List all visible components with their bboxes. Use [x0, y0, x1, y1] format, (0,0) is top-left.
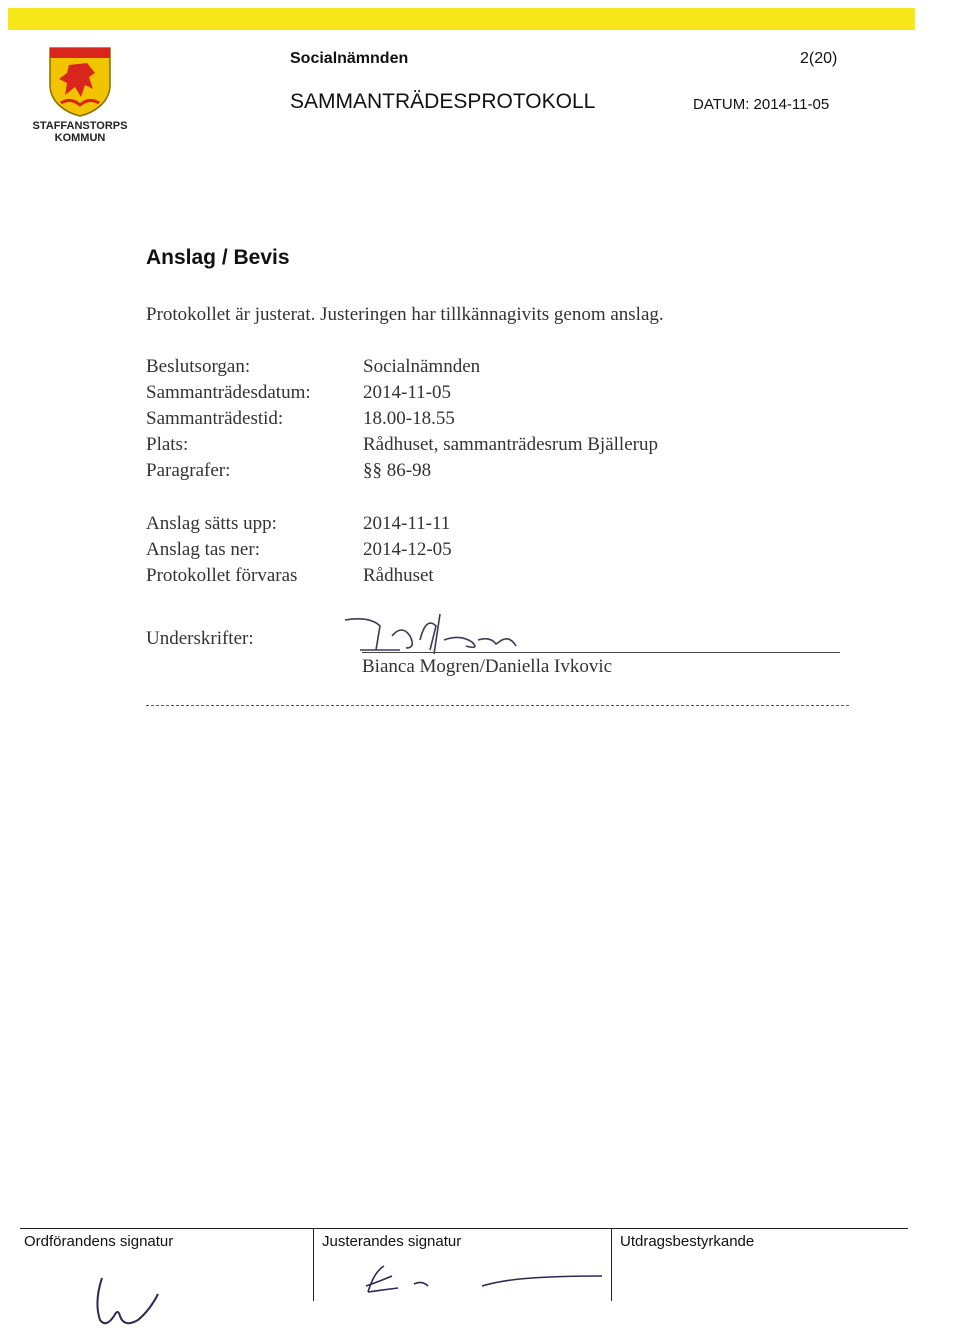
handwritten-signature — [340, 606, 540, 656]
chair-initials — [88, 1272, 168, 1332]
top-color-bar — [8, 8, 915, 30]
posting-value: 2014-11-11 — [363, 513, 451, 534]
detail-label: Beslutsorgan: — [146, 356, 251, 377]
signature-line — [362, 652, 840, 653]
detail-value: 18.00-18.55 — [363, 408, 455, 429]
extract-certification-label: Utdragsbestyrkande — [620, 1233, 755, 1250]
posting-label: Anslag tas ner: — [146, 539, 260, 560]
adjuster-initials — [362, 1262, 612, 1302]
logo-text — [30, 120, 130, 144]
detail-label: Sammanträdestid: — [146, 408, 284, 429]
detail-label: Paragrafer: — [146, 460, 231, 481]
coat-of-arms-icon — [47, 45, 113, 117]
posting-value: Rådhuset — [363, 565, 434, 586]
detail-value: §§ 86-98 — [363, 460, 432, 481]
page-number: 2(20) — [800, 50, 838, 67]
signatory-names: Bianca Mogren/Daniella Ivkovic — [362, 656, 613, 677]
document-title: SAMMANTRÄDESPROTOKOLL — [290, 90, 596, 113]
detail-label: Plats: — [146, 434, 189, 455]
posting-label: Anslag sätts upp: — [146, 513, 277, 534]
logo-line-1: STAFFANSTORPS — [32, 120, 128, 132]
posting-label: Protokollet förvaras — [146, 565, 298, 586]
footer-divider — [313, 1229, 314, 1301]
municipality-logo — [30, 45, 130, 155]
organization-name: Socialnämnden — [290, 50, 409, 67]
adjuster-signature-label: Justerandes signatur — [322, 1233, 462, 1250]
dashed-divider — [146, 705, 849, 706]
document-date: DATUM: 2014-11-05 — [693, 96, 830, 113]
intro-text: Protokollet är justerat. Justeringen har tillkännagivits genom anslag. — [146, 304, 664, 325]
detail-value: 2014-11-05 — [363, 382, 451, 403]
section-heading: Anslag / Bevis — [146, 246, 290, 269]
detail-value: Socialnämnden — [363, 356, 481, 377]
posting-value: 2014-12-05 — [363, 539, 452, 560]
detail-label: Sammanträdesdatum: — [146, 382, 311, 403]
signatures-label: Underskrifter: — [146, 628, 254, 649]
logo-line-2: KOMMUN — [54, 132, 106, 144]
detail-value: Rådhuset, sammanträdesrum Bjällerup — [363, 434, 658, 455]
chair-signature-label: Ordförandens signatur — [24, 1233, 174, 1250]
